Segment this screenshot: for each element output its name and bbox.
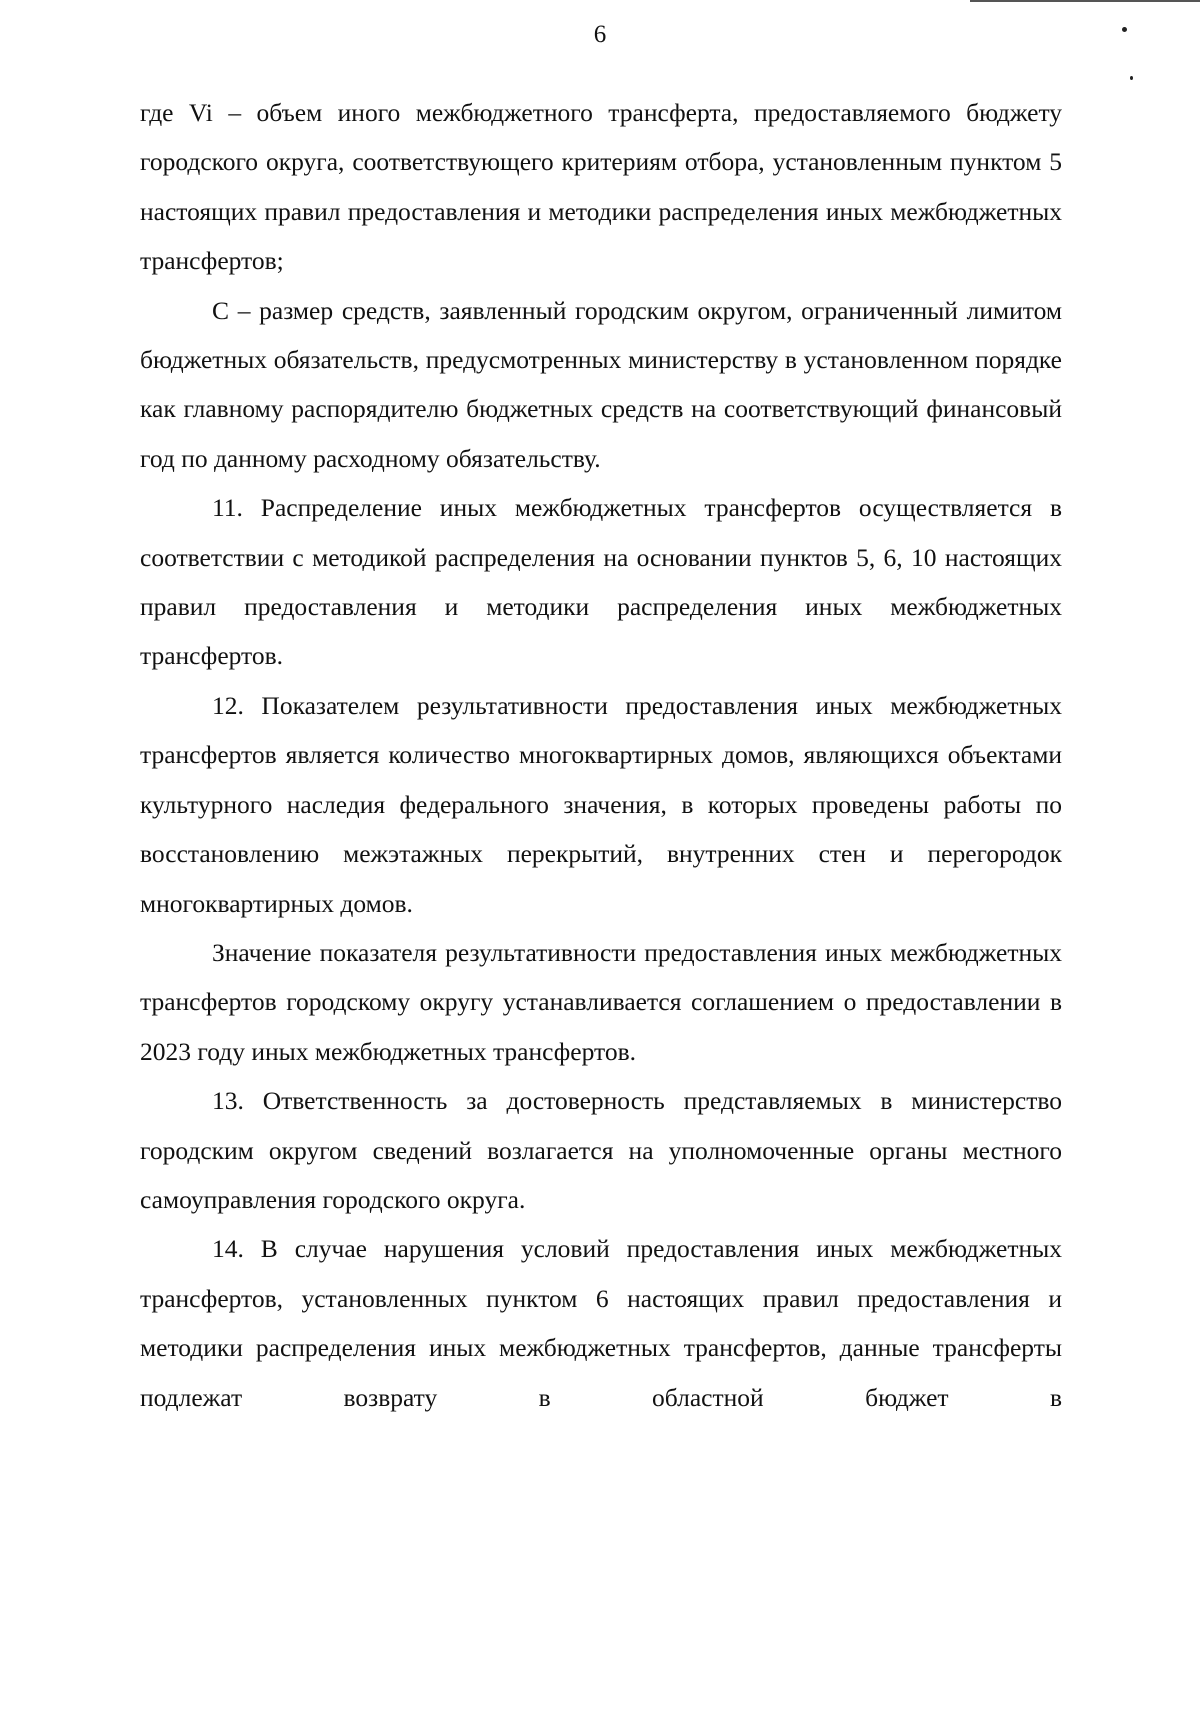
- page-number: 6: [593, 21, 607, 48]
- paragraph-indicator-value: Значение показателя результативности предоставления иных межбюджетных трансфертов городскому округу устанавливается соглашением о предоставлении в 2023 году иных межбюджетных трансфертов.: [140, 937, 1062, 1066]
- scan-speck: [1130, 76, 1133, 80]
- document-body: [140, 88, 1062, 1422]
- paragraph-11-distribution: 11. Распределение иных межбюджетных трансфертов осуществляется в соответствии с методикой распределения на основании пунктов 5, 6, 10 настоящих правил предоставления и методики распределения иных межбюджетных трансфертов.: [140, 493, 1062, 671]
- paragraph-c-definition: С – размер средств, заявленный городским округом, ограниченный лимитом бюджетных обязательств, предусмотренных министерству в установленном порядке как главному распорядителю бюджетных средств на соответствующий финансовый год по данному расходному обязательству.: [140, 295, 1062, 473]
- top-edge-rule: [970, 0, 1200, 2]
- paragraph-vi-definition: где Vi – объем иного межбюджетного трансферта, предоставляемого бюджету городского округа, соответствующего критериям отбора, установленным пунктом 5 настоящих правил предоставления и методики распределения иных межбюджетных трансфертов;: [140, 98, 1062, 276]
- paragraph-14-violation: 14. В случае нарушения условий предоставления иных межбюджетных трансфертов, установленных пунктом 6 настоящих правил предоставления и методики распределения иных межбюджетных трансфертов, данные трансферты подлежат возврату в областной бюджет в: [140, 1234, 1062, 1412]
- paragraph-13-responsibility: 13. Ответственность за достоверность представляемых в министерство городским округом сведений возлагается на уполномоченные органы местного самоуправления городского округа.: [140, 1086, 1062, 1214]
- paragraph-12-indicator: 12. Показателем результативности предоставления иных межбюджетных трансфертов является количество многоквартирных домов, являющихся объектами культурного наследия федерального значения, в которых проведены работы по восстановлению межэтажных перекрытий, внутренних стен и перегородок многоквартирных домов.: [140, 690, 1062, 918]
